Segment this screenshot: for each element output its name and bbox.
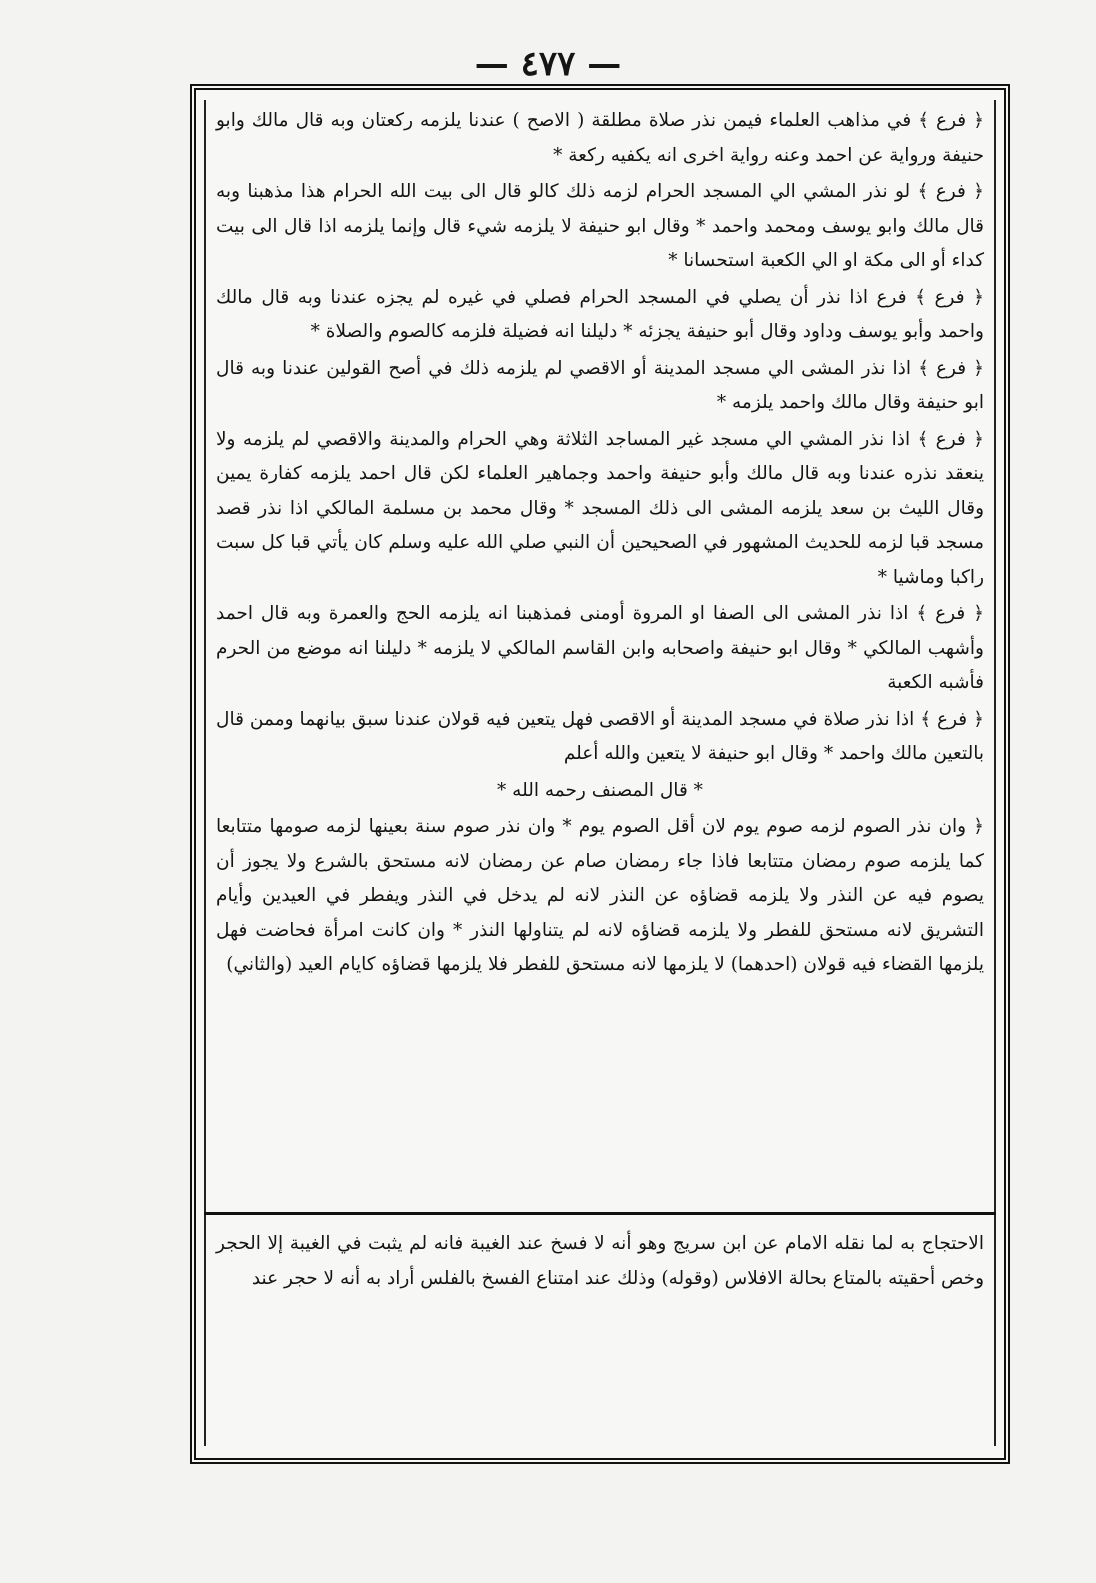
footnote-text: الاحتجاج به لما نقله الامام عن ابن سريج وهو أنه لا فسخ عند الغيبة فانه لم يثبت في الغيبة إلا الحجر وخص أحقيته بالمتاع بحالة الافلاس (وقوله) وذلك عند امتناع الفسخ بالفلس أراد به أنه لا حجر عند <box>216 1233 984 1289</box>
page-number: — ٤٧٧ — <box>474 44 622 84</box>
paragraph-far-5: ﴿ فرع ﴾ اذا نذر المشي الي مسجد غير المساجد الثلاثة وهي الحرام والمدينة والاقصي لم يلزمه ولا ينعقد نذره عندنا وبه قال مالك وأبو حنيفة واحمد وجماهير العلماء لكن قال احمد يلزمه كفارة يمين وقال الليث بن سعد يلزمه المشى الى ذلك المسجد * وقال محمد بن مسلمة المالكي اذا نذر قصد مسجد قبا لزمه للحديث المشهور في الصحيحين أن النبي صلي الله عليه وسلم كان يأتي قبا كل سبت راكبا وماشيا * <box>216 428 984 588</box>
paragraph-far-3: ﴿ فرع ﴾ فرع اذا نذر أن يصلي في المسجد الحرام فصلي في غيره لم يجزه عندنا وبه قال مالك واحمد وأبو يوسف وداود وقال أبو حنيفة يجزئه * دليلنا انه فضيلة فلزمه كالصوم والصلاة * <box>216 286 984 342</box>
main-text-block <box>216 104 984 1180</box>
paragraph-far-2: ﴿ فرع ﴾ لو نذر المشي الي المسجد الحرام لزمه ذلك كالو قال الى بيت الله الحرام هذا مذهبنا وبه قال مالك وابو يوسف ومحمد واحمد * وقال ابو حنيفة لا يلزمه شيء قال وإنما يلزمه اذا قال الى بيت كداء أو الى مكة او الي الكعبة استحسانا * <box>216 181 984 271</box>
paragraph-author-text: ﴿ وان نذر الصوم لزمه صوم يوم لان أقل الصوم يوم * وان نذر صوم سنة بعينها لزمه صومها متتابعا كما يلزمه صوم رمضان متتابعا فاذا جاء رمضان صام عن رمضان لانه مستحق بالشرع ولا يجوز أن يصوم فيه عن النذر ولا يلزمه قضاؤه عن النذر لانه لم يدخل في النذر ويفطر في العيدين وأيام التشريق لانه مستحق للفطر ولا يلزمه قضاؤه لانه لم يتناولها النذر * وان كانت امرأة فحاضت فهل يلزمها القضاء فيه قولان (احدهما) لا يلزمها لانه مستحق للفطر فلا يلزمها قضاؤه كايام العيد (والثاني) <box>216 816 984 975</box>
paragraph-far-6: ﴿ فرع ﴾ اذا نذر المشى الى الصفا او المروة أومنى فمذهبنا انه يلزمه الحج والعمرة وبه قال احمد وأشهب المالكي * وقال ابو حنيفة واصحابه وابن القاسم المالكي لا يلزمه * دليلنا انه موضع من الحرم فأشبه الكعبة <box>216 603 984 693</box>
author-heading: * قال المصنف رحمه الله * <box>497 779 703 801</box>
paragraph-far-1: ﴿ فرع ﴾ في مذاهب العلماء فيمن نذر صلاة مطلقة ( الاصح ) عندنا يلزمه ركعتان وبه قال مالك وابو حنيفة ورواية عن احمد وعنه رواية اخرى انه يكفيه ركعة * <box>216 110 984 166</box>
paragraph-far-4: ﴿ فرع ﴾ اذا نذر المشى الي مسجد المدينة أو الاقصي لم يلزمه ذلك في أصح القولين عندنا وبه قال ابو حنيفة وقال مالك واحمد يلزمه * <box>216 357 984 413</box>
paragraph-far-7: ﴿ فرع ﴾ اذا نذر صلاة في مسجد المدينة أو الاقصى فهل يتعين فيه قولان عندنا سبق بيانهما وممن قال بالتعين مالك واحمد * وقال ابو حنيفة لا يتعين والله أعلم <box>216 708 984 764</box>
footnote-divider <box>204 1212 996 1215</box>
page-frame <box>190 84 1010 1464</box>
